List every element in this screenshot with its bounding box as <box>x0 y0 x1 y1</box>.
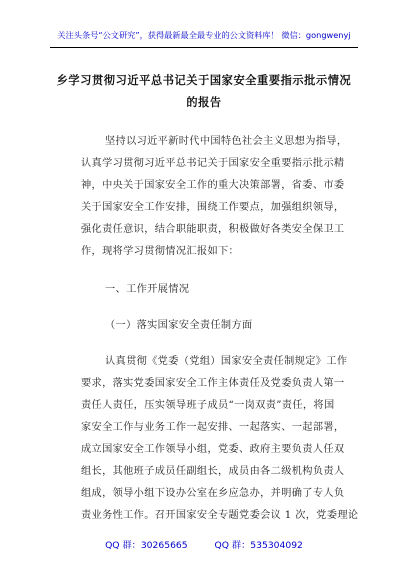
paragraph-1-line-3: 神，中央关于国家安全工作的重大决策部署，省委、市委 <box>81 180 345 191</box>
paragraph-2-line-4: 家安全工作与业务工作一起安排、一起落实、一起部署， <box>81 422 345 433</box>
paragraph-2-line-5: 成立国家安全工作领导小组，党委、政府主要负责人任双 <box>81 444 345 455</box>
paragraph-2-line-2: 要求，落实党委国家安全工作主体责任及党委负责人第一 <box>81 378 345 389</box>
footer-contact <box>0 537 408 551</box>
section-heading-2: （一）落实国家安全责任制方面 <box>105 320 253 331</box>
section-heading-1: 一、工作开展情况 <box>105 284 190 295</box>
document-title-line-2: 的报告 <box>186 95 222 109</box>
header-banner: 关注头条号“公文研究”，获得最新最全最专业的公文资料库！ 微信：gongwenyj <box>57 30 351 40</box>
footer-qq-group-1: QQ 群：30265665 <box>105 540 188 551</box>
paragraph-2-line-1: 认真贯彻《党委（党组）国家安全责任制规定》工作 <box>105 356 348 367</box>
paragraph-1-line-1: 坚持以习近平新时代中国特色社会主义思想为指导， <box>105 136 348 147</box>
paragraph-2-line-6: 组长，其他班子成员任副组长，成员由各二级机构负责人 <box>81 466 345 477</box>
paragraph-1-line-5: 强化责任意识，结合职能职责，积极做好各类安全保卫工 <box>81 224 345 235</box>
paragraph-2-line-7: 组成，领导小组下设办公室在乡应急办，并明确了专人负 <box>81 488 345 499</box>
header-divider <box>50 47 358 48</box>
paragraph-2-line-8: 责业务性工作。召开国家安全专题党委会议 1 次，党委理论 <box>81 510 359 521</box>
paragraph-2-line-3: 责任人责任，压实领导班子成员“一岗双责”责任，将国 <box>81 400 335 411</box>
paragraph-1-line-4: 关于国家安全工作安排，围绕工作要点，加强组织领导， <box>81 202 345 213</box>
footer-qq-group-2: QQ 群：535304092 <box>214 540 303 551</box>
paragraph-1-line-6: 作，现将学习贯彻情况汇报如下： <box>81 246 240 257</box>
document-title-line-1: 乡学习贯彻习近平总书记关于国家安全重要指示批示情况 <box>56 73 352 87</box>
paragraph-1-line-2: 认真学习贯彻习近平总书记关于国家安全重要指示批示精 <box>81 158 345 169</box>
